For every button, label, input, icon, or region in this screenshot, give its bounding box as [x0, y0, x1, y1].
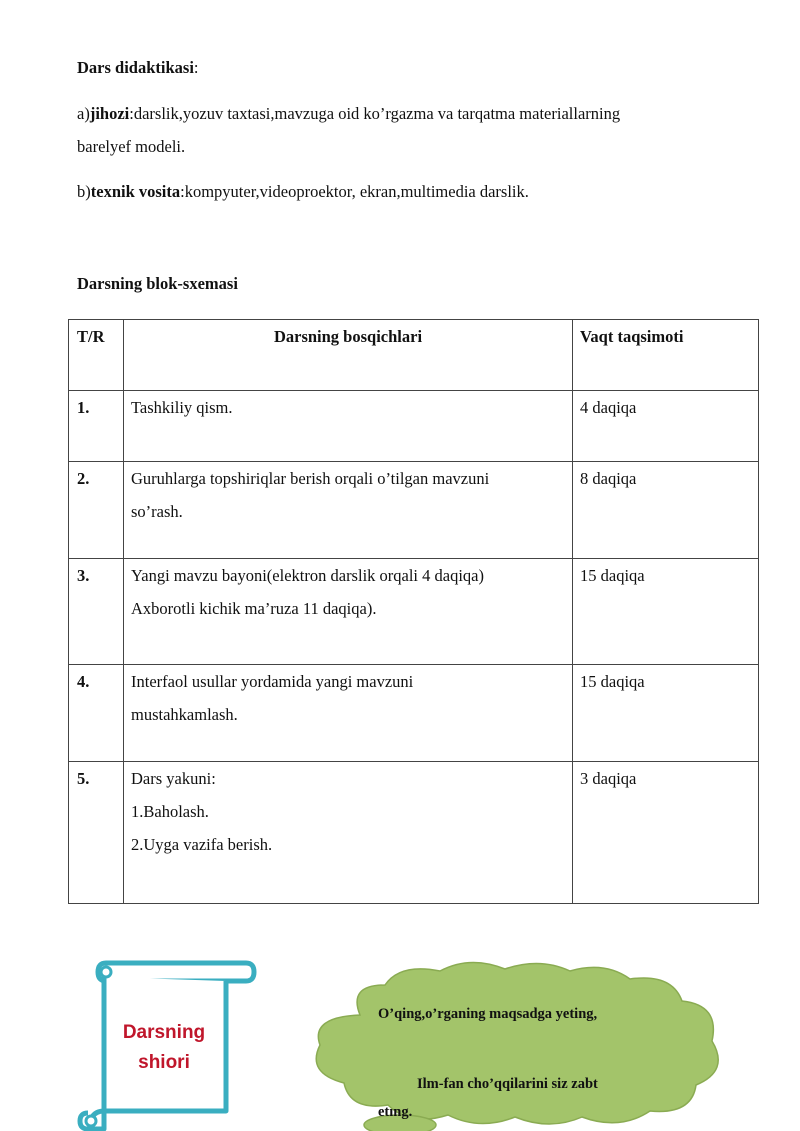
- table-header-row: [69, 320, 759, 391]
- row-time: 15 daqiqa: [573, 559, 759, 665]
- scroll-label-line2: shiori: [138, 1052, 190, 1073]
- cloud-line1: O’qing,o’rganing maqsadga yeting,: [378, 1006, 598, 1022]
- table-row: [69, 559, 759, 665]
- header-tr: T/R: [69, 320, 124, 391]
- stage-line: Guruhlarga topshiriqlar berish orqali o’tilgan mavzuni: [131, 469, 490, 488]
- row-number: 3.: [69, 559, 124, 665]
- row-number: 4.: [69, 665, 124, 762]
- cloud-body: [316, 962, 718, 1124]
- texnik-line: b)texnik vosita:kompyuter,videoproektor, ekran,multimedia darslik.: [77, 182, 529, 201]
- blok-heading: Darsning blok-sxemasi: [77, 274, 238, 293]
- table-row: [69, 462, 759, 559]
- jihoz-line-2: barelyef modeli.: [77, 137, 186, 156]
- stage-line: mustahkamlash.: [131, 705, 238, 724]
- stage-line: so’rash.: [131, 502, 183, 521]
- row-time: 3 daqiqa: [573, 762, 759, 904]
- scroll-label-line1: Darsning: [122, 1022, 206, 1043]
- header-vaqt: Vaqt taqsimoti: [573, 320, 759, 391]
- cloud-shape: [300, 955, 740, 1131]
- row-stage: [124, 391, 573, 462]
- row-number: 2.: [69, 462, 124, 559]
- row-stage: [124, 665, 573, 762]
- row-stage: [124, 559, 573, 665]
- row-time: 15 daqiqa: [573, 665, 759, 762]
- row-stage: [124, 762, 573, 904]
- table-row: [69, 762, 759, 904]
- stage-line: Yangi mavzu bayoni(elektron darslik orqali 4 daqiqa): [131, 566, 484, 585]
- table-row: [69, 391, 759, 462]
- stage-line: 2.Uyga vazifa berish.: [131, 835, 273, 854]
- row-time: 8 daqiqa: [573, 462, 759, 559]
- scroll-label: [108, 1018, 220, 1078]
- row-stage: [124, 462, 573, 559]
- stage-line: Dars yakuni:: [131, 769, 216, 788]
- header-bosqichlar: Darsning bosqichlari: [124, 320, 573, 391]
- stage-line: Tashkiliy qism.: [131, 398, 233, 417]
- blok-sxema-table: [68, 319, 759, 904]
- table-row: [69, 665, 759, 762]
- stage-line: 1.Baholash.: [131, 802, 209, 821]
- cloud-line3: etıng.: [378, 1104, 413, 1120]
- row-number: 1.: [69, 391, 124, 462]
- row-time: 4 daqiqa: [573, 391, 759, 462]
- cloud-line2: Ilm-fan cho’qqilarini siz zabt: [417, 1076, 598, 1092]
- row-number: 5.: [69, 762, 124, 904]
- stage-line: Interfaol usullar yordamida yangi mavzuni: [131, 672, 414, 691]
- jihoz-line: a)jihozi:darslik,yozuv taxtasi,mavzuga oid ko’rgazma va tarqatma materiallarning: [77, 104, 621, 123]
- didaktika-heading: Dars didaktikasi:: [77, 58, 199, 77]
- stage-line: Axborotli kichik ma’ruza 11 daqiqa).: [131, 599, 377, 618]
